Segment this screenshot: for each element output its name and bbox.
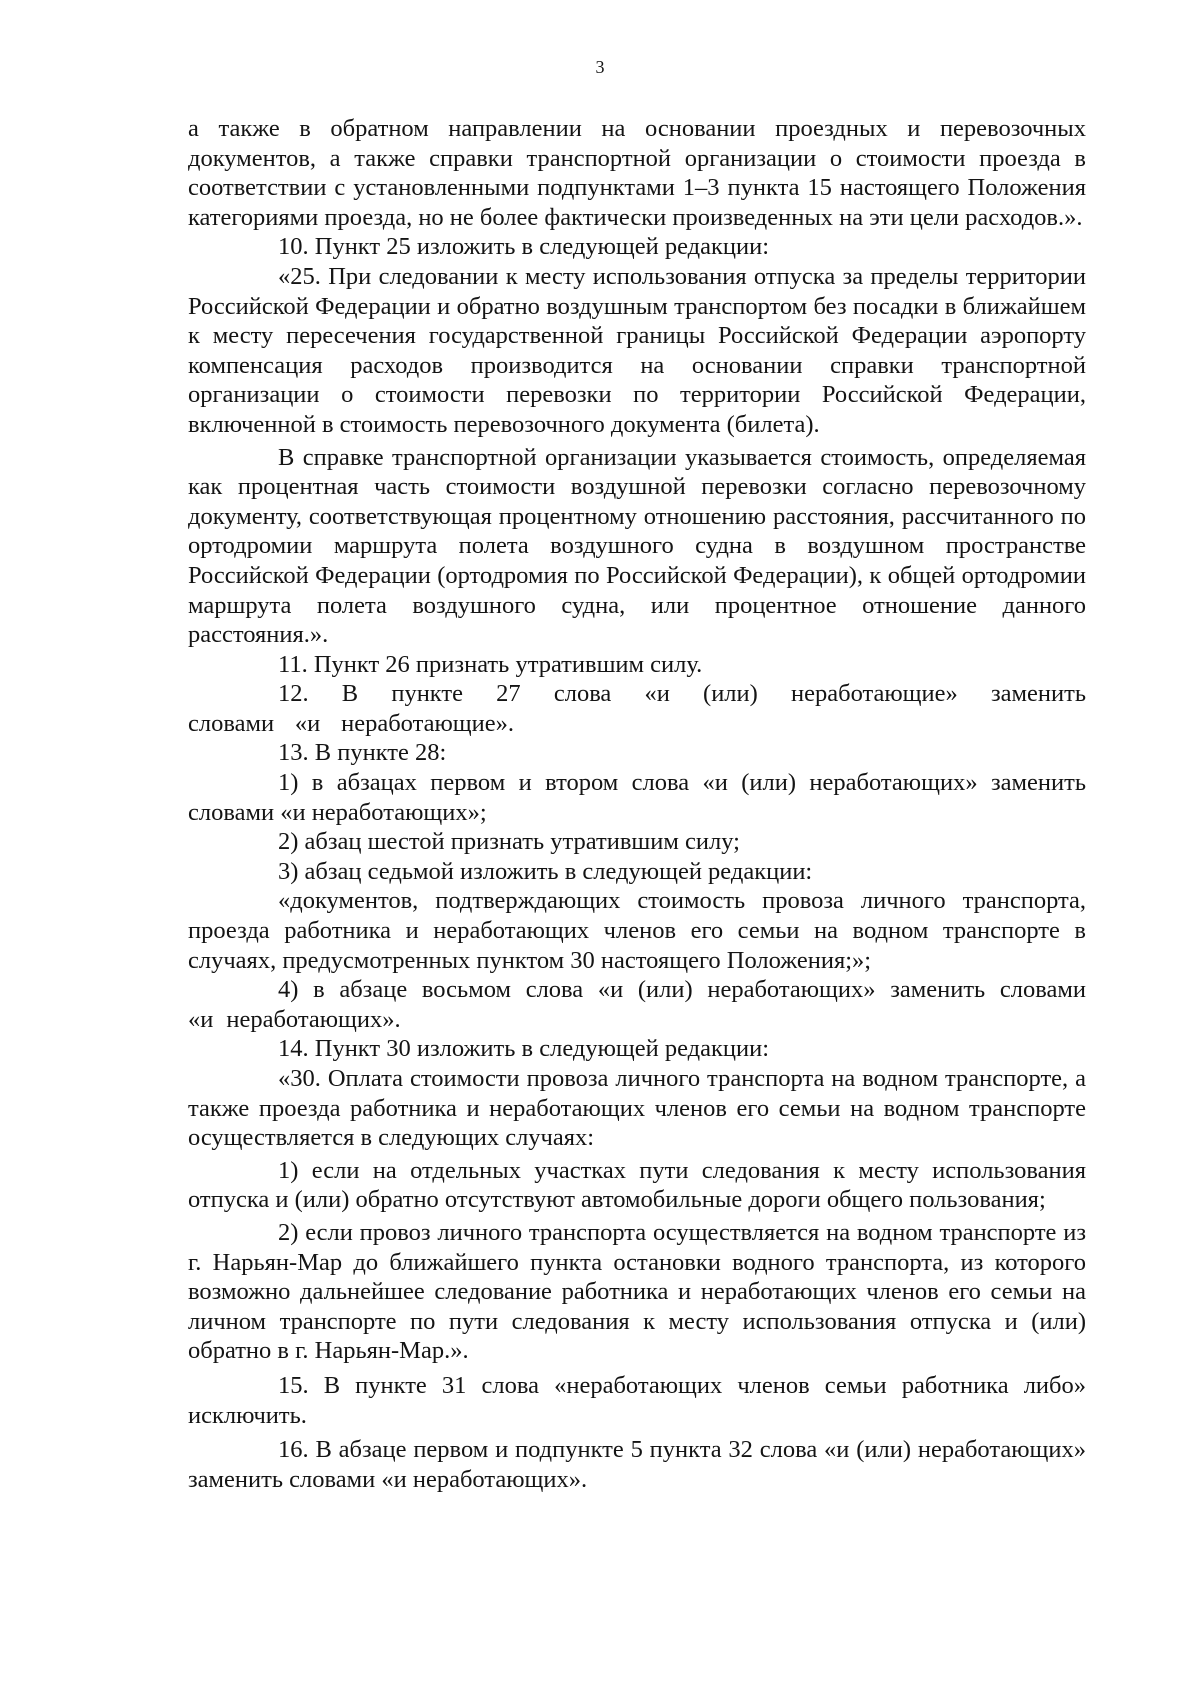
paragraph-item-12: 12. В пункте 27 слова «и (или) неработающие» заменить словами «и неработающие». [188, 680, 1086, 737]
paragraph-item-13-4: 4) в абзаце восьмом слова «и (или) неработающих» заменить словами «и неработающих». [188, 976, 1086, 1033]
paragraph-quote-25: «25. При следовании к месту использования отпуска за пределы территории Российской Федерации и обратно воздушным транспортом без посадки в ближайшем к месту пересечения государственной границы Российской Федерации аэропорту компенсация расходов производится на основании справки транспортной организации о стоимости перевозки по территории Российской Федерации, включенной в стоимость перевозочного документа (билета). [188, 262, 1086, 438]
paragraph-quote-documents: «документов, подтверждающих стоимость провоза личного транспорта, проезда работника и неработающих членов его семьи на водном транспорте в случаях, предусмотренных пунктом 30 настоящего Положения;»; [188, 887, 1086, 974]
document-body [188, 114, 1086, 1494]
paragraph-item-13: 13. В пункте 28: [278, 739, 447, 767]
paragraph-quote-30: «30. Оплата стоимости провоза личного транспорта на водном транспорте, а также проезда работника и неработающих членов его семьи на водном транспорте осуществляется в следующих случаях: [188, 1065, 1086, 1152]
paragraph-certificate: В справке транспортной организации указывается стоимость, определяемая как процентная часть стоимости воздушной перевозки согласно перевозочному документу, соответствующая процентному отношению расстояния, рассчитанного по ортодромии маршрута полета воздушного судна в воздушном пространстве Российской Федерации (ортодромия по Российской Федерации), к общей ортодромии маршрута полета воздушного судна, или процентное отношение данного расстояния.». [188, 443, 1086, 649]
paragraph-item-16: 16. В абзаце первом и подпункте 5 пункта 32 слова «и (или) неработающих» заменить словами «и неработающих». [188, 1436, 1086, 1493]
page-number: 3 [595, 57, 605, 77]
paragraph-item-30-1: 1) если на отдельных участках пути следования к месту использования отпуска и (или) обратно отсутствуют автомобильные дороги общего пользования; [188, 1156, 1086, 1214]
paragraph-item-15: 15. В пункте 31 слова «неработающих членов семьи работника либо» исключить. [188, 1371, 1086, 1429]
paragraph-item-10: 10. Пункт 25 изложить в следующей редакции: [278, 233, 770, 261]
paragraph-item-14: 14. Пункт 30 изложить в следующей редакции: [278, 1035, 770, 1063]
paragraph-item-11: 11. Пункт 26 признать утратившим силу. [278, 650, 703, 678]
paragraph-item-13-3: 3) абзац седьмой изложить в следующей редакции: [278, 857, 813, 885]
paragraph-item-13-2: 2) абзац шестой признать утратившим силу; [278, 828, 740, 856]
paragraph-item-13-1: 1) в абзацах первом и втором слова «и (или) неработающих» заменить словами «и неработающих»; [188, 769, 1086, 826]
paragraph-item-30-2: 2) если провоз личного транспорта осуществляется на водном транспорте из г. Нарьян-Мар до ближайшего пункта остановки водного транспорта, из которого возможно дальнейшее следование работника и неработающих членов его семьи на личном транспорте по пути следования к месту использования отпуска и (или) обратно в г. Нарьян-Мар.». [188, 1218, 1086, 1365]
paragraph-continuation: а также в обратном направлении на основании проездных и перевозочных документов, а также справки транспортной организации о стоимости проезда в соответствии с установленными подпунктами 1–3 пункта 15 настоящего Положения категориями проезда, но не более фактически произведенных на эти цели расходов.». [188, 115, 1086, 231]
